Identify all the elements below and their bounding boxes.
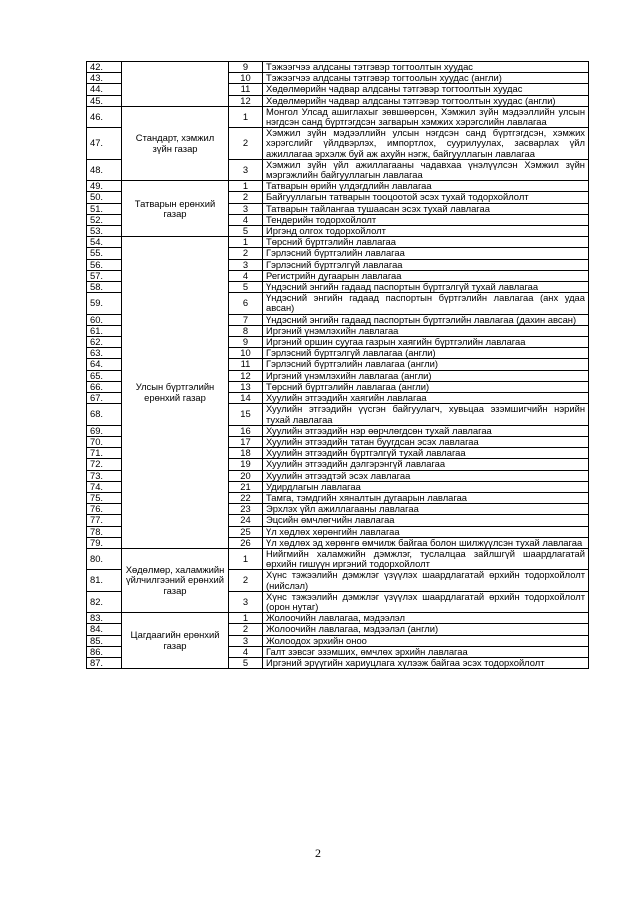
item-index: 24 [229,515,263,526]
service-description: Регистрийн дугаарын лавлагаа [263,270,589,281]
item-index: 7 [229,314,263,325]
row-number: 69. [87,425,122,436]
service-description: Хөдөлмөрийн чадвар алдсаны тэтгэвэр тогтоолтын хуудас [263,84,589,95]
item-index: 1 [229,613,263,624]
service-description: Хуулийн этгээдийн хаягийн лавлагаа [263,393,589,404]
row-number: 70. [87,436,122,447]
service-description: Хуулийн этгээдийн татан буугдсан эсэх лавлагаа [263,436,589,447]
row-number: 71. [87,448,122,459]
row-number: 48. [87,159,122,180]
service-description: Гэрлэсний бүртгэлгүй лавлагаа [263,259,589,270]
item-index: 13 [229,381,263,392]
service-description: Гэрлэсний бүртгэлийн лавлагаа [263,248,589,259]
item-index: 10 [229,348,263,359]
service-description: Хэмжил зүйн мэдээллийн улсын нэгдсэн санд бүртгэгдсэн, хэмжих хэрэгслийг үйлдвэрлэх, импортлох, суурилуулах, засварлах үйл ажиллагаа эрхэлж буй аж ахуйн нэгж, байгууллагын лавлагаа [263,128,589,160]
row-number: 68. [87,404,122,425]
item-index: 1 [229,181,263,192]
item-index: 11 [229,84,263,95]
row-number: 77. [87,515,122,526]
service-description: Хуулийн этгээдийн дэлгэрэнгүй лавлагаа [263,459,589,470]
row-number: 72. [87,459,122,470]
row-number: 64. [87,359,122,370]
page-number: 2 [315,846,321,860]
service-description: Хуулийн этгээдийн бүртгэлгүй тухай лавлагаа [263,448,589,459]
row-number: 84. [87,624,122,635]
row-number: 78. [87,526,122,537]
row-number: 47. [87,128,122,160]
item-index: 16 [229,425,263,436]
item-index: 1 [229,237,263,248]
item-index: 2 [229,192,263,203]
item-index: 21 [229,481,263,492]
item-index: 2 [229,624,263,635]
table-row [87,106,589,127]
service-description: Жолоочийн лавлагаа, мэдээлэл (англи) [263,624,589,635]
item-index: 17 [229,436,263,447]
item-index: 14 [229,393,263,404]
service-description: Төрсний бүртгэлийн лавлагаа (англи) [263,381,589,392]
service-description: Гэрлэсний бүртгэлийн лавлагаа (англи) [263,359,589,370]
service-description: Жолоочийн лавлагаа, мэдээлэл [263,613,589,624]
row-number: 42. [87,62,122,73]
row-number: 63. [87,348,122,359]
service-description: Хуулийн этгээдтэй эсэх лавлагаа [263,470,589,481]
item-index: 1 [229,548,263,569]
item-index: 4 [229,270,263,281]
services-table [86,61,589,669]
item-index: 5 [229,226,263,237]
item-index: 8 [229,325,263,336]
service-description: Иргэнд олгох тодорхойлолт [263,226,589,237]
item-index: 2 [229,248,263,259]
service-description: Тэжээгчээ алдсаны тэтгэвэр тогтоолтын хуудас [263,62,589,73]
service-description: Галт зэвсэг эзэмших, өмчлөх эрхийн лавлагаа [263,646,589,657]
row-number: 46. [87,106,122,127]
service-description: Хөдөлмөрийн чадвар алдсаны тэтгэвэр тогтоолтын хуудас (англи) [263,95,589,106]
service-description: Нийгмийн халамжийн дэмжлэг, туслалцаа зайлшгүй шаардлагатай өрхийн гишүүн иргэний тодорхойлолт [263,548,589,569]
row-number: 50. [87,192,122,203]
organization-cell [122,62,229,107]
row-number: 43. [87,73,122,84]
service-description: Иргэний үнэмлэхийн лавлагаа [263,325,589,336]
table-row [87,613,589,624]
service-description: Тэжээгчээ алдсаны тэтгэвэр тогтоолын хуудас (англи) [263,73,589,84]
row-number: 56. [87,259,122,270]
row-number: 66. [87,381,122,392]
row-number: 54. [87,237,122,248]
row-number: 81. [87,570,122,591]
service-description: Үл хөдлөх эд хөрөнгө өмчилж байгаа болон шилжүүлсэн тухай лавлагаа [263,537,589,548]
row-number: 73. [87,470,122,481]
service-description: Иргэний үнэмлэхийн лавлагаа (англи) [263,370,589,381]
row-number: 44. [87,84,122,95]
item-index: 2 [229,128,263,160]
organization-cell: Улсын бүртгэлийн ерөнхий газар [122,237,229,549]
row-number: 82. [87,591,122,612]
service-description: Хуулийн этгээдийн үүсгэн байгуулагч, хувьцаа эзэмшигчийн нэрийн тухай лавлагаа [263,404,589,425]
item-index: 3 [229,259,263,270]
item-index: 25 [229,526,263,537]
row-number: 59. [87,293,122,314]
item-index: 1 [229,106,263,127]
row-number: 79. [87,537,122,548]
item-index: 4 [229,646,263,657]
service-description: Татварын өрийн үлдэгдлийн лавлагаа [263,181,589,192]
table-row [87,62,589,73]
row-number: 75. [87,492,122,503]
service-description: Хэмжил зүйн үйл ажиллагааны чадавхаа үнэлүүлсэн Хэмжил зүйн мэргэжлийн байгууллагын лавлагаа [263,159,589,180]
row-number: 58. [87,282,122,293]
service-description: Хүнс тэжээлийн дэмжлэг үзүүлэх шаардлагатай өрхийн тодорхойлолт (орон нутаг) [263,591,589,612]
service-description: Хүнс тэжээлийн дэмжлэг үзүүлэх шаардлагатай өрхийн тодорхойлолт (нийслэл) [263,570,589,591]
item-index: 26 [229,537,263,548]
service-description: Хуулийн этгээдийн нэр өөрчлөгдсөн тухай лавлагаа [263,425,589,436]
row-number: 67. [87,393,122,404]
row-number: 87. [87,657,122,668]
service-description: Иргэний эрүүгийн хариуцлага хүлээж байгаа эсэх тодорхойлолт [263,657,589,668]
row-number: 53. [87,226,122,237]
item-index: 23 [229,504,263,515]
row-number: 60. [87,314,122,325]
item-index: 12 [229,370,263,381]
service-description: Татварын тайлангаа тушаасан эсэх тухай лавлагаа [263,203,589,214]
item-index: 22 [229,492,263,503]
row-number: 86. [87,646,122,657]
service-description: Үндэсний энгийн гадаад паспортын бүртгэлийн лавлагаа (анх удаа авсан) [263,293,589,314]
service-description: Монгол Улсад ашиглахыг зөвшөөрсөн, Хэмжил зүйн мэдээллийн улсын нэгдсэн санд бүртгэгдсэн загварын хэмжих хэрэгслийн лавлагаа [263,106,589,127]
item-index: 5 [229,657,263,668]
service-description: Тамга, тэмдгийн хяналтын дугаарын лавлагаа [263,492,589,503]
item-index: 3 [229,635,263,646]
organization-cell: Хөдөлмөр, халамжийн үйлчилгээний ерөнхий газар [122,548,229,612]
row-number: 45. [87,95,122,106]
item-index: 9 [229,337,263,348]
service-description: Үл хөдлөх хөрөнгийн лавлагаа [263,526,589,537]
service-description: Гэрлэсний бүртгэлгүй лавлагаа (англи) [263,348,589,359]
service-description: Эрхлэх үйл ажиллагааны лавлагаа [263,504,589,515]
row-number: 55. [87,248,122,259]
row-number: 83. [87,613,122,624]
organization-cell: Цагдаагийн ерөнхий газар [122,613,229,669]
service-description: Байгууллагын татварын тооцоотой эсэх тухай тодорхойлолт [263,192,589,203]
row-number: 51. [87,203,122,214]
item-index: 12 [229,95,263,106]
row-number: 52. [87,214,122,225]
service-description: Иргэний оршин суугаа газрын хаягийн бүртгэлийн лавлагаа [263,337,589,348]
item-index: 6 [229,293,263,314]
item-index: 3 [229,591,263,612]
table-row [87,548,589,569]
organization-cell: Татварын ерөнхий газар [122,181,229,237]
item-index: 19 [229,459,263,470]
row-number: 65. [87,370,122,381]
item-index: 3 [229,203,263,214]
item-index: 2 [229,570,263,591]
item-index: 11 [229,359,263,370]
item-index: 3 [229,159,263,180]
item-index: 5 [229,282,263,293]
item-index: 4 [229,214,263,225]
row-number: 57. [87,270,122,281]
item-index: 9 [229,62,263,73]
row-number: 49. [87,181,122,192]
item-index: 15 [229,404,263,425]
service-description: Жолоодох эрхийн оноо [263,635,589,646]
item-index: 18 [229,448,263,459]
table-row [87,237,589,248]
row-number: 74. [87,481,122,492]
row-number: 85. [87,635,122,646]
item-index: 10 [229,73,263,84]
organization-cell: Стандарт, хэмжил зүйн газар [122,106,229,180]
service-description: Тендерийн тодорхойлолт [263,214,589,225]
service-description: Үндэсний энгийн гадаад паспортын бүртгэлийн лавлагаа (дахин авсан) [263,314,589,325]
row-number: 62. [87,337,122,348]
service-description: Эцсийн өмчлөгчийн лавлагаа [263,515,589,526]
row-number: 61. [87,325,122,336]
service-description: Удирдлагын лавлагаа [263,481,589,492]
row-number: 76. [87,504,122,515]
service-description: Төрсний бүртгэлийн лавлагаа [263,237,589,248]
row-number: 80. [87,548,122,569]
item-index: 20 [229,470,263,481]
service-description: Үндэсний энгийн гадаад паспортын бүртгэлгүй тухай лавлагаа [263,282,589,293]
table-row [87,181,589,192]
